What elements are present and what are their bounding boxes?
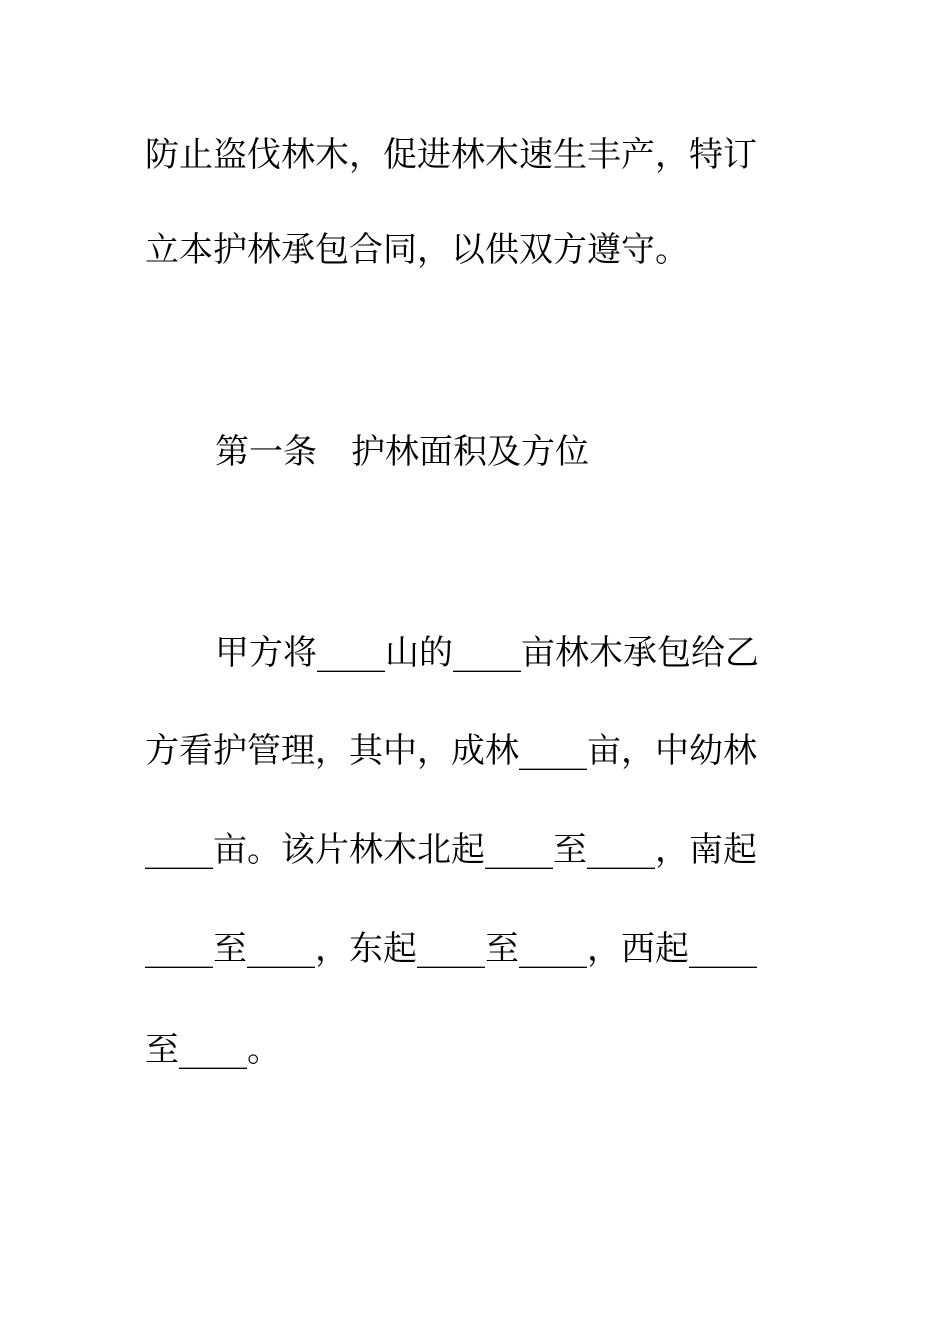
paragraph-2-line-2: 方看护管理，其中，成林____亩，中幼林: [145, 731, 757, 771]
paragraph-2-line-3: ____亩。该片林木北起____至____，南起: [145, 830, 757, 870]
paragraph-2-line-5: 至____。: [145, 1030, 281, 1070]
paragraph-1-line-1: 防止盗伐林木，促进林木速生丰产，特订: [145, 135, 757, 175]
paragraph-2-line-1: 甲方将____山的____亩林木承包给乙: [215, 633, 759, 673]
paragraph-1-line-2: 立本护林承包合同，以供双方遵守。: [145, 230, 689, 270]
section-1-heading: 第一条 护林面积及方位: [215, 432, 589, 472]
paragraph-2-line-4: ____至____，东起____至____，西起____: [145, 929, 757, 969]
